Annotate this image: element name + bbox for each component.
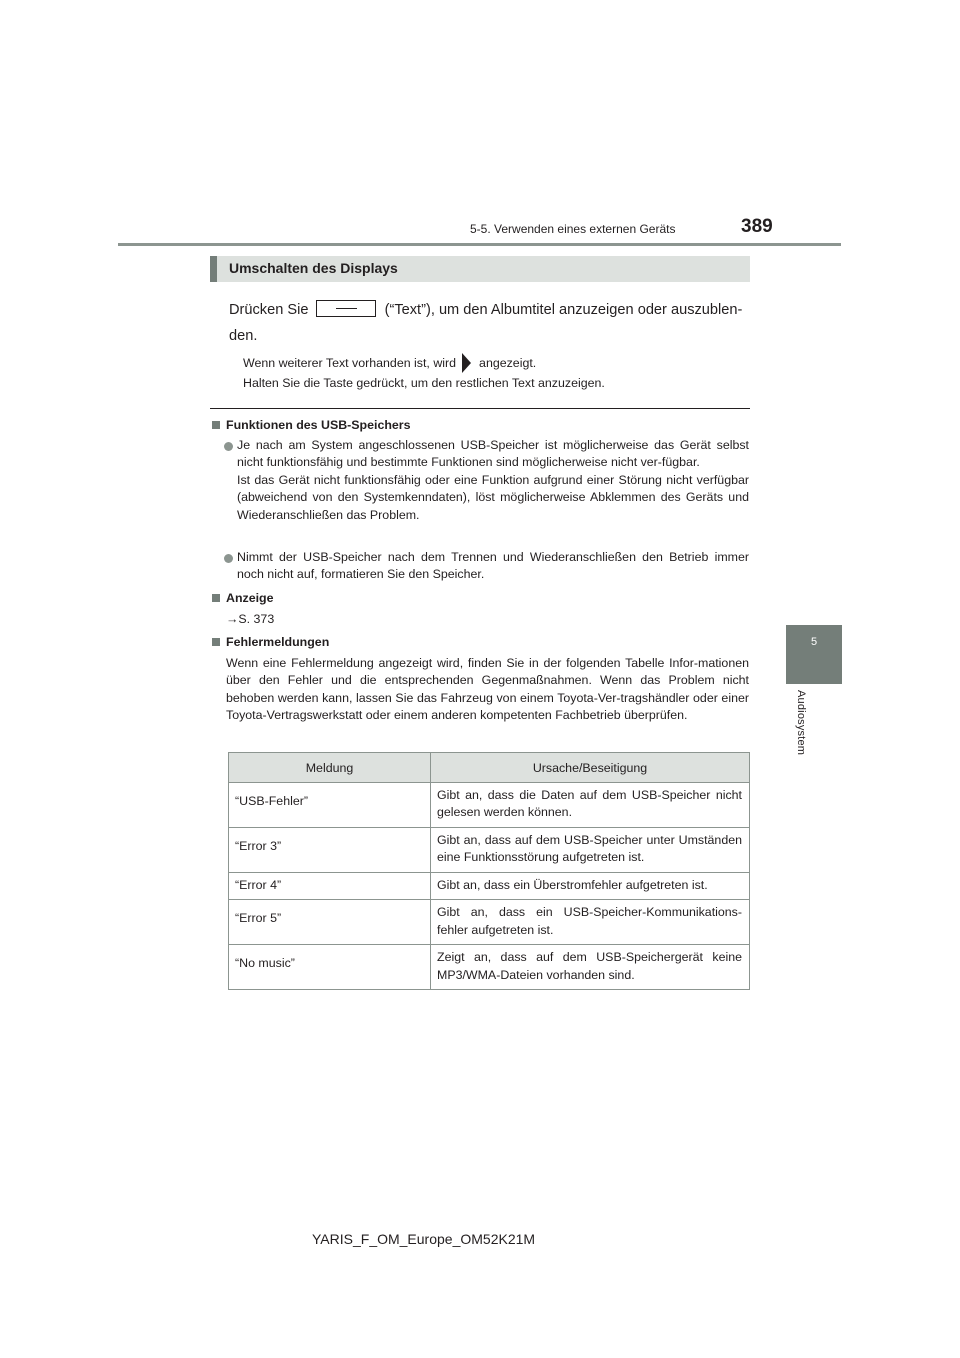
table-row [229, 783, 750, 828]
usb-bullet-1 [237, 437, 749, 524]
usb-bullet-2 [237, 549, 749, 584]
usb-bullet-2-text: Nimmt der USB-Speicher nach dem Trennen und Wiederanschließen den Betrieb immer noch nicht auf, formatieren Sie den Speicher. [237, 550, 749, 582]
table-cell-message: “Error 3” [229, 828, 431, 873]
usb-bullet-1-p1: Je nach am System angeschlossenen USB-Speicher ist möglicherweise das Gerät selbst nicht funktionsfähig und bestimmte Funktionen sind möglicherweise nicht ver-fügbar. [237, 438, 749, 470]
main-instruction [229, 297, 749, 349]
round-bullet-icon [224, 554, 233, 563]
table-row [229, 873, 750, 900]
table-row [229, 945, 750, 990]
table-cell-message: “Error 4” [229, 873, 431, 900]
more-text-arrow-icon [462, 353, 471, 373]
divider [210, 408, 750, 409]
table-cell-message: “Error 5” [229, 900, 431, 945]
square-bullet-icon [212, 421, 220, 429]
subheading-errors [212, 635, 329, 649]
errors-intro: Wenn eine Fehlermeldung angezeigt wird, finden Sie in der folgenden Tabelle Infor-mationen über den Fehler und die entsprechenden Gegenmaßnahmen. Wenn das Problem nicht behoben werden kann, lassen Sie das Fahrzeug von einem Toyota-Ver-tragshändler oder einer Toyota-Vertragswerkstatt oder einem anderen kompetenten Fachbetrieb überprüfen. [226, 656, 749, 723]
section-heading-text: Umschalten des Displays [229, 260, 398, 276]
table-cell-cause: Gibt an, dass auf dem USB-Speicher unter Umständen eine Funktionsstörung aufgetreten ist. [431, 828, 750, 873]
main-instruction-start: Drücken Sie [229, 302, 309, 318]
note-line-1-end: angezeigt. [479, 356, 537, 370]
header-section-title: 5-5. Verwenden eines externen Geräts [470, 222, 676, 236]
table-row [229, 828, 750, 873]
table-cell-message: “USB-Fehler” [229, 783, 431, 828]
footer-document-code: YARIS_F_OM_Europe_OM52K21M [312, 1231, 536, 1247]
subheading-usb-functions-text: Funktionen des USB-Speichers [226, 418, 411, 432]
table-cell-message: “No music” [229, 945, 431, 990]
section-heading [210, 256, 750, 282]
text-button-icon [316, 300, 376, 317]
usb-bullet-1-p2: Ist das Gerät nicht funktionsfähig oder eine Funktion aufgrund einer Störung nicht verfügbar (abweichend von den Systemkenndaten), löst möglicherweise Abklemmen des Geräts und Wiederanschließen das Problem. [237, 472, 749, 522]
chapter-label: Audiosystem [795, 690, 807, 756]
table-row [229, 900, 750, 945]
table-cell-cause: Gibt an, dass ein USB-Speicher-Kommunikations-fehler aufgetreten ist. [431, 900, 750, 945]
note-line-1 [243, 353, 536, 373]
table-cell-cause: Gibt an, dass die Daten auf dem USB-Speicher nicht gelesen werden können. [431, 783, 750, 828]
page-number: 389 [741, 216, 773, 237]
table-cell-cause: Zeigt an, dass auf dem USB-Speichergerät keine MP3/WMA-Dateien vorhanden sind. [431, 945, 750, 990]
note-line-2: Halten Sie die Taste gedrückt, um den restlichen Text anzuzeigen. [243, 376, 605, 390]
header-rule [118, 243, 841, 246]
display-reference: →S. 373 [226, 612, 275, 626]
subheading-display [212, 591, 274, 605]
table-cell-cause: Gibt an, dass ein Überstromfehler aufgetreten ist. [431, 873, 750, 900]
main-instruction-end: (“Text”), um den Albumtitel anzuzeigen oder auszublen-den. [229, 302, 743, 344]
square-bullet-icon [212, 638, 220, 646]
chapter-number: 5 [810, 636, 818, 648]
square-bullet-icon [212, 594, 220, 602]
column-header-message: Meldung [229, 753, 431, 783]
column-header-cause: Ursache/Beseitigung [431, 753, 750, 783]
chapter-tab [786, 625, 842, 684]
note-line-1-start: Wenn weiterer Text vorhanden ist, wird [243, 356, 457, 370]
subheading-errors-text: Fehlermeldungen [226, 635, 330, 649]
subheading-usb-functions [212, 418, 411, 432]
round-bullet-icon [224, 442, 233, 451]
subheading-display-text: Anzeige [226, 591, 274, 605]
error-table [228, 752, 750, 990]
table-header-row [229, 753, 750, 783]
